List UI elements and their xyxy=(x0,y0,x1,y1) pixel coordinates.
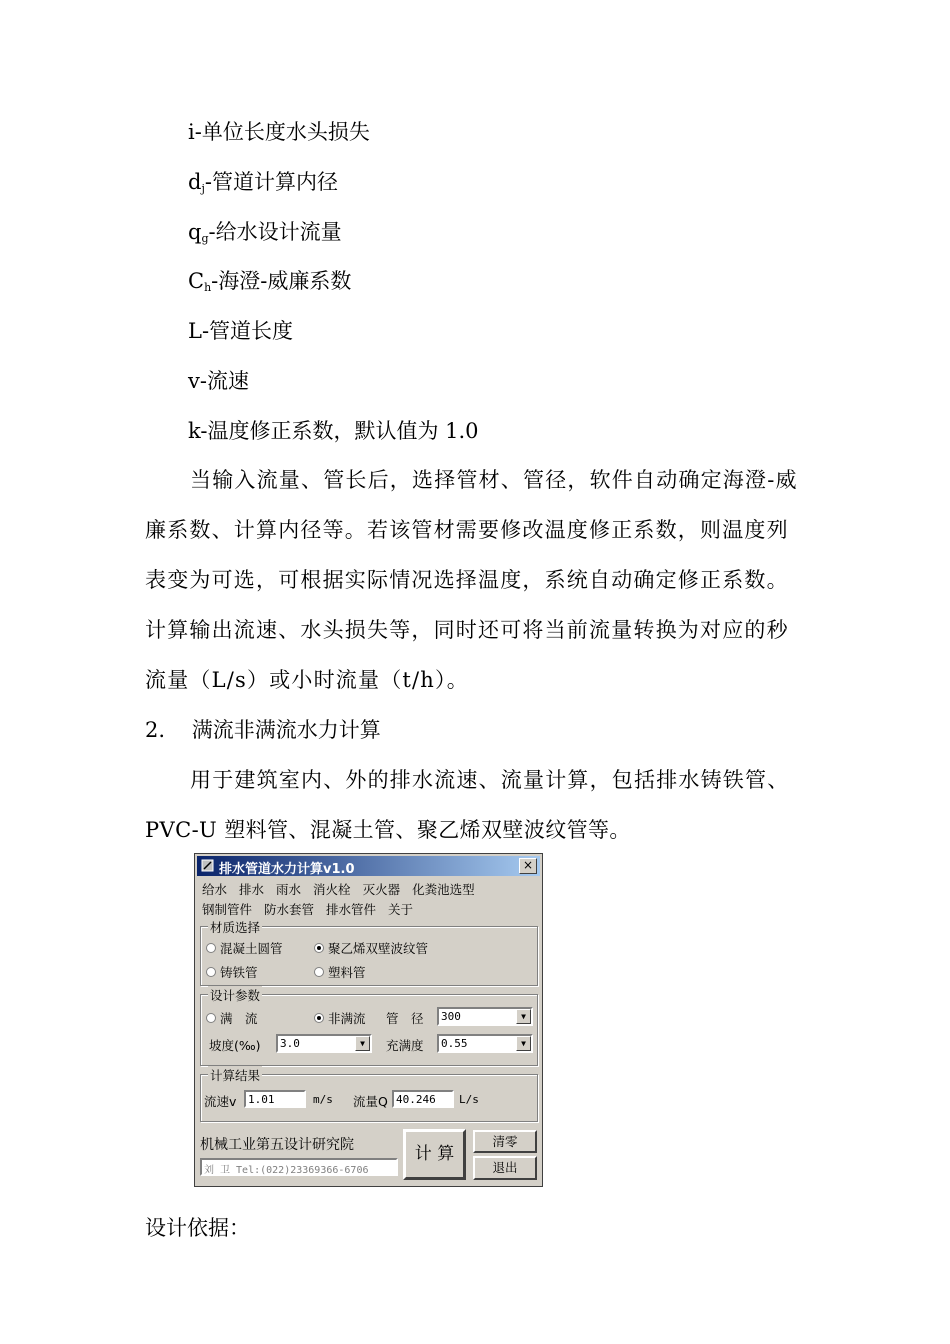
menu-item-steel-fittings[interactable]: 钢制管件 xyxy=(202,902,253,917)
radio-cast-iron-pipe[interactable]: 铸铁管 xyxy=(206,963,258,981)
slope-select[interactable]: 3.0 ▼ xyxy=(276,1034,372,1053)
menu-item-septic-tank[interactable]: 化粪池选型 xyxy=(412,882,475,897)
definition-v: v-流速 xyxy=(188,369,249,393)
menu-bar-row1 xyxy=(202,880,487,898)
paragraph-line: 计算输出流速、水头损失等，同时还可将当前流量转换为对应的秒 xyxy=(145,618,789,642)
design-params-group xyxy=(200,988,538,1066)
material-group xyxy=(200,920,538,986)
results-title: 计算结果 xyxy=(210,1068,261,1083)
paragraph-line: 用于建筑室内、外的排水流速、流量计算，包括排水铸铁管、 xyxy=(190,768,790,792)
fill-ratio-select[interactable]: 0.55 ▼ xyxy=(437,1034,533,1053)
paragraph-line: 廉系数、计算内径等。若该管材需要修改温度修正系数，则温度列 xyxy=(145,518,789,542)
window-title: 排水管道水力计算v1.0 xyxy=(219,862,355,877)
radio-indicator xyxy=(206,967,216,977)
close-button[interactable] xyxy=(519,858,537,874)
flow-output[interactable]: 40.246 xyxy=(392,1090,454,1108)
paragraph-line: 流量（L/s）或小时流量（t/h）。 xyxy=(145,668,469,692)
clear-button[interactable]: 清零 xyxy=(473,1130,537,1153)
flow-unit: L/s xyxy=(459,1093,479,1106)
radio-partial-flow[interactable]: 非满流 xyxy=(314,1009,366,1027)
paragraph-line: PVC-U 塑料管、混凝土管、聚乙烯双壁波纹管等。 xyxy=(145,818,631,842)
design-params-title: 设计参数 xyxy=(210,988,261,1003)
velocity-output[interactable]: 1.01 xyxy=(244,1090,306,1108)
definition-dj: $d_j-$管道计算内径 xyxy=(188,170,338,195)
radio-plastic-pipe[interactable]: 塑料管 xyxy=(314,963,366,981)
menu-item-drain-fittings[interactable]: 排水管件 xyxy=(326,902,377,917)
organization-label: 机械工业第五设计研究院 xyxy=(200,1137,354,1153)
menu-item-drainage[interactable]: 排水 xyxy=(239,882,265,897)
menu-item-about[interactable]: 关于 xyxy=(388,902,414,917)
diameter-label: 管 径 xyxy=(386,1011,424,1026)
radio-concrete-pipe[interactable]: 混凝土圆管 xyxy=(206,939,283,957)
menu-item-water-supply[interactable]: 给水 xyxy=(202,882,228,897)
section-heading xyxy=(145,716,381,744)
results-group xyxy=(200,1068,538,1122)
menu-item-extinguisher[interactable]: 灭火器 xyxy=(362,882,401,897)
radio-indicator xyxy=(206,1013,216,1023)
material-group-title: 材质选择 xyxy=(210,920,261,935)
app-icon xyxy=(201,859,214,872)
section-title: 满流非满流水力计算 xyxy=(191,718,381,742)
radio-pe-corrugated-pipe[interactable]: 聚乙烯双壁波纹管 xyxy=(314,939,428,957)
chevron-down-icon: ▼ xyxy=(355,1036,370,1051)
contact-field: 刘 卫 Tel:(022)23369366-6706 xyxy=(200,1158,398,1176)
menu-item-waterproof-sleeve[interactable]: 防水套管 xyxy=(264,902,315,917)
slope-label: 坡度(‰) xyxy=(209,1038,261,1053)
radio-indicator xyxy=(314,1013,324,1023)
menu-item-hydrant[interactable]: 消火栓 xyxy=(313,882,351,897)
exit-button[interactable]: 退出 xyxy=(473,1156,537,1180)
radio-indicator xyxy=(314,967,324,977)
definition-i: i-单位长度水头损失 xyxy=(188,120,370,144)
section-number: 2. xyxy=(145,718,166,742)
title-bar xyxy=(197,856,540,876)
drainage-calc-window xyxy=(194,853,543,1187)
definition-l: L-管道长度 xyxy=(188,319,294,343)
velocity-unit: m/s xyxy=(313,1093,333,1106)
chevron-down-icon: ▼ xyxy=(516,1036,531,1051)
paragraph-line: 表变为可选，可根据实际情况选择温度，系统自动确定修正系数。 xyxy=(145,568,789,592)
radio-full-flow[interactable]: 满 流 xyxy=(206,1009,258,1027)
close-icon: × xyxy=(522,858,534,872)
menu-item-rainwater[interactable]: 雨水 xyxy=(276,882,302,897)
definition-ch: $C_h-$海澄-威廉系数 xyxy=(188,269,352,294)
design-basis-heading: 设计依据： xyxy=(145,1216,250,1240)
fill-ratio-label: 充满度 xyxy=(386,1038,424,1053)
paragraph-line: 当输入流量、管长后，选择管材、管径，软件自动确定海澄-威 xyxy=(190,468,798,492)
velocity-label: 流速v xyxy=(204,1094,237,1109)
flow-label: 流量Q xyxy=(353,1094,388,1109)
definition-qg: $q_g-$给水设计流量 xyxy=(188,220,342,245)
chevron-down-icon: ▼ xyxy=(516,1009,531,1024)
radio-indicator xyxy=(206,943,216,953)
menu-bar-row2 xyxy=(202,900,425,918)
diameter-select[interactable]: 300 ▼ xyxy=(437,1007,533,1026)
radio-indicator xyxy=(314,943,324,953)
definition-k: k-温度修正系数，默认值为 1.0 xyxy=(188,419,479,443)
calculate-button[interactable]: 计 算 xyxy=(403,1129,466,1180)
